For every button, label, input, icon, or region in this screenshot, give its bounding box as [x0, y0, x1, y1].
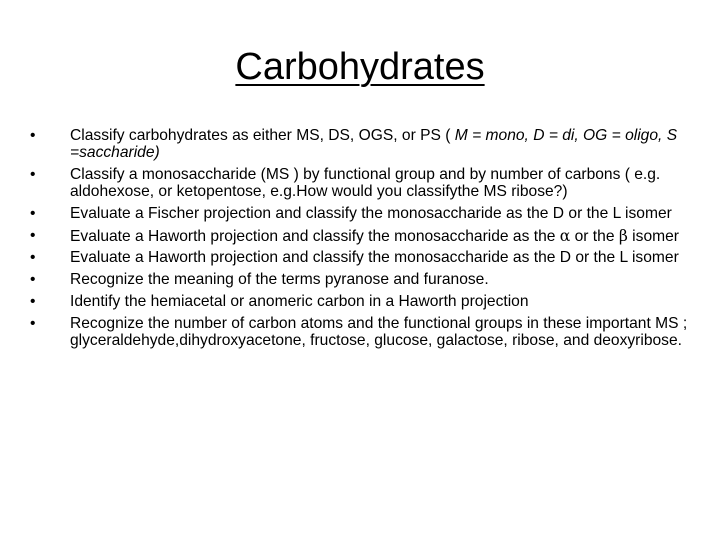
bullet-text: Evaluate a Fischer projection and classify the monosaccharide as the D or the L isomer: [70, 204, 672, 222]
bullet-item-1: [30, 128, 690, 162]
beta-symbol: β: [618, 226, 628, 245]
slide-title: Carbohydrates: [235, 46, 485, 88]
bullet-text: Classify carbohydrates as either MS, DS, OGS, or PS (: [70, 127, 451, 144]
bullet-marker: •: [30, 293, 36, 311]
bullet-text: Recognize the meaning of the terms pyranose and furanose.: [70, 271, 489, 289]
bullet-text-mid: or the: [570, 227, 619, 245]
bullet-text-italic: M = mono, D = di, OG = oligo, S =saccharide): [70, 127, 678, 161]
bullet-marker: •: [30, 127, 36, 144]
bullet-marker: •: [30, 271, 36, 289]
bullet-item-2: [30, 167, 690, 201]
bullet-marker: •: [30, 249, 36, 267]
bullet-list: [30, 128, 690, 355]
bullet-marker: •: [30, 315, 36, 333]
bullet-text: Classify a monosaccharide (MS ) by functional group and by number of carbons ( e.g. aldohexose, or ketopentose, e.g.How would you classifythe MS ribose?): [70, 165, 661, 200]
bullet-marker: •: [30, 226, 36, 244]
bullet-text: Identify the hemiacetal or anomeric carbon in a Haworth projection: [70, 293, 529, 311]
bullet-item-6: [30, 272, 690, 289]
bullet-item-5: [30, 250, 690, 267]
bullet-item-8: [30, 316, 690, 350]
bullet-text: Evaluate a Haworth projection and classify the monosaccharide as the: [70, 227, 560, 245]
bullet-item-7: [30, 294, 690, 311]
bullet-text: Evaluate a Haworth projection and classify the monosaccharide as the D or the L isomer: [70, 249, 679, 267]
alpha-symbol: α: [559, 226, 571, 245]
bullet-item-4: [30, 228, 690, 246]
bullet-item-3: [30, 206, 690, 223]
bullet-text-post: isomer: [627, 227, 679, 245]
bullet-marker: •: [30, 165, 36, 183]
bullet-text: Recognize the number of carbon atoms and the functional groups in these important MS ; glyceraldehyde,dihydroxyacetone, fructose, glucose, galactose, ribose, and deoxyribose.: [70, 315, 688, 350]
bullet-marker: •: [30, 204, 36, 222]
